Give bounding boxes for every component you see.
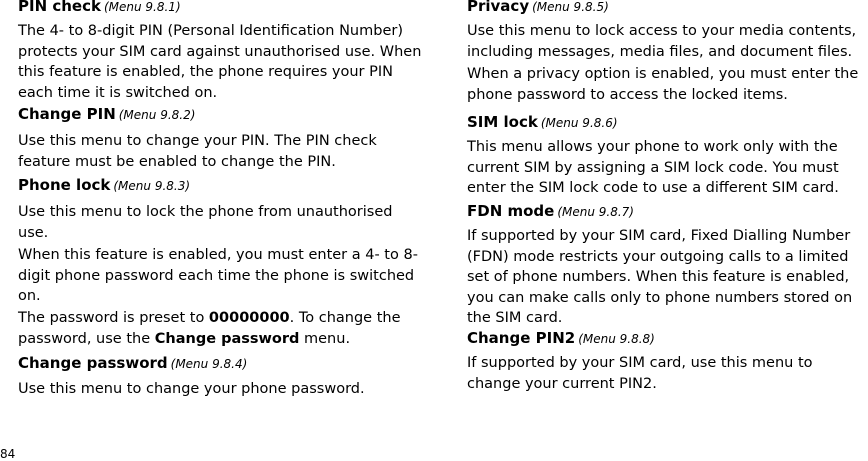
menu-reference: (Menu 9.8.3)	[113, 179, 191, 193]
heading-title: Change PIN	[18, 105, 116, 123]
menu-reference: (Menu 9.8.2)	[118, 108, 196, 122]
section-heading	[467, 114, 868, 132]
text: The password is preset to	[18, 310, 209, 326]
paragraph: Use this menu to change your PIN. The PIN check feature must be enabled to change the PIN.	[18, 133, 377, 170]
page-number: 84	[0, 447, 16, 461]
heading-title: FDN mode	[467, 202, 555, 220]
section-heading	[467, 203, 868, 221]
paragraph: When a privacy option is enabled, you must enter the phone password to access the locked items.	[467, 66, 859, 103]
text: . To change the password, use the	[18, 310, 401, 347]
paragraph: Use this menu to lock access to your media contents, including messages, media files, and document files.	[467, 23, 857, 60]
heading-title: Privacy	[467, 0, 530, 15]
heading-title: Change PIN2	[467, 329, 576, 347]
heading-title: SIM lock	[467, 113, 538, 131]
heading-title: PIN check	[18, 0, 101, 15]
paragraph: Use this menu to change your phone password.	[18, 381, 365, 397]
paragraph: When this feature is enabled, you must enter a 4- to 8-digit phone password each time the phone is switched on.	[18, 247, 418, 304]
section-heading	[467, 330, 868, 348]
section-heading	[18, 177, 430, 195]
paragraph: Use this menu to lock the phone from unauthorised use.	[18, 204, 393, 241]
heading-title: Change password	[18, 354, 168, 372]
default-password: 00000000	[208, 310, 290, 326]
menu-reference: (Menu 9.8.4)	[170, 357, 248, 371]
menu-reference: (Menu 9.8.5)	[532, 0, 609, 14]
section-phone-lock	[18, 177, 430, 195]
heading-title: Phone lock	[18, 176, 111, 194]
menu-name-change-password: Change password	[154, 330, 300, 347]
paragraph: The 4- to 8-digit PIN (Personal Identification Number) protects your SIM card against unauthorised use. When this feature is enabled, the phone requires your PIN each time it is switched on.	[18, 23, 422, 101]
section-heading	[18, 106, 430, 124]
text: menu.	[299, 330, 351, 347]
menu-reference: (Menu 9.8.6)	[540, 116, 618, 130]
paragraph: If supported by your SIM card, Fixed Dialling Number (FDN) mode restricts your outgoing calls to a limited set of phone numbers. When this feature is enabled, you can make calls only to phone numbers stored on the SIM card.	[467, 228, 853, 326]
section-heading	[18, 355, 430, 373]
paragraph: This menu allows your phone to work only with the current SIM by assigning a SIM lock code. You must enter the SIM lock code to use a different SIM card.	[467, 139, 839, 196]
section-heading	[467, 0, 868, 16]
paragraph-password-preset	[18, 308, 418, 349]
menu-reference: (Menu 9.8.7)	[557, 205, 634, 219]
paragraph: If supported by your SIM card, use this menu to change your current PIN2.	[467, 355, 813, 392]
section-change-pin2	[467, 330, 868, 348]
section-fdn-mode	[467, 203, 868, 221]
section-privacy	[467, 0, 868, 16]
section-heading	[18, 0, 430, 16]
section-pin-check	[18, 0, 430, 16]
menu-reference: (Menu 9.8.1)	[103, 0, 181, 14]
section-sim-lock	[467, 114, 868, 132]
section-change-password	[18, 355, 430, 373]
section-change-pin	[18, 106, 430, 124]
menu-reference: (Menu 9.8.8)	[578, 332, 655, 346]
